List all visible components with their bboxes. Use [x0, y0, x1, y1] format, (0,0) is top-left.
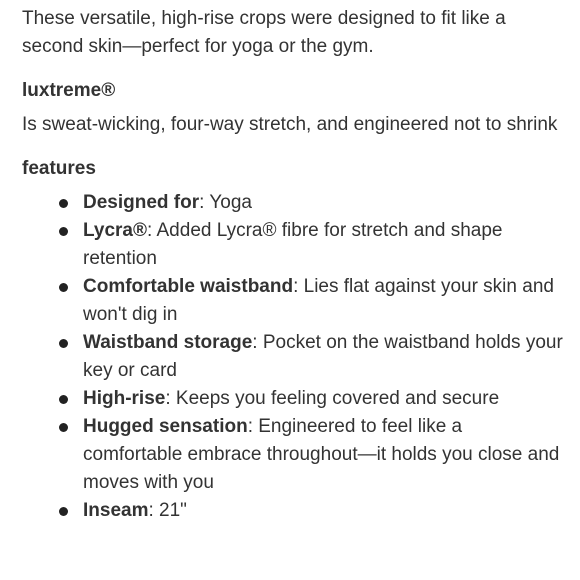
feature-label: Lycra® [83, 220, 147, 241]
feature-text: : Yoga [199, 192, 252, 213]
fabric-heading: luxtreme® [22, 80, 116, 101]
bullet-icon [59, 507, 68, 516]
bullet-icon [59, 395, 68, 404]
feature-item-waistband-storage [83, 329, 566, 385]
feature-text: : 21" [148, 500, 187, 521]
feature-label: Inseam [83, 500, 149, 521]
features-list [22, 189, 566, 525]
features-heading: features [22, 158, 96, 179]
feature-label: Designed for [83, 192, 200, 213]
feature-text: : Added Lycra® fibre for stretch and shape retention [83, 220, 503, 269]
feature-label: Comfortable waistband [83, 276, 294, 297]
bullet-icon [59, 283, 68, 292]
feature-item-hugged-sensation [83, 413, 566, 497]
intro-paragraph: These versatile, high-rise crops were designed to fit like a second skin—perfect for yoga or the gym. [22, 8, 506, 57]
feature-label: Waistband storage [83, 332, 253, 353]
feature-label: High-rise [83, 388, 166, 409]
bullet-icon [59, 339, 68, 348]
feature-text: : Engineered to feel like a comfortable embrace throughout—it holds you close and moves with you [83, 416, 560, 493]
feature-text: : Pocket on the waistband holds your key or card [83, 332, 563, 381]
feature-item-lycra [83, 217, 566, 273]
fabric-description: Is sweat-wicking, four-way stretch, and engineered not to shrink [22, 114, 558, 135]
feature-item-inseam [83, 497, 566, 525]
feature-item-comfortable-waistband [83, 273, 566, 329]
bullet-icon [59, 199, 68, 208]
feature-text: : Keeps you feeling covered and secure [165, 388, 500, 409]
feature-item-high-rise [83, 385, 566, 413]
feature-text: : Lies flat against your skin and won't dig in [83, 276, 554, 325]
bullet-icon [59, 227, 68, 236]
feature-label: Hugged sensation [83, 416, 248, 437]
bullet-icon [59, 423, 68, 432]
feature-item-designed-for [83, 189, 566, 217]
